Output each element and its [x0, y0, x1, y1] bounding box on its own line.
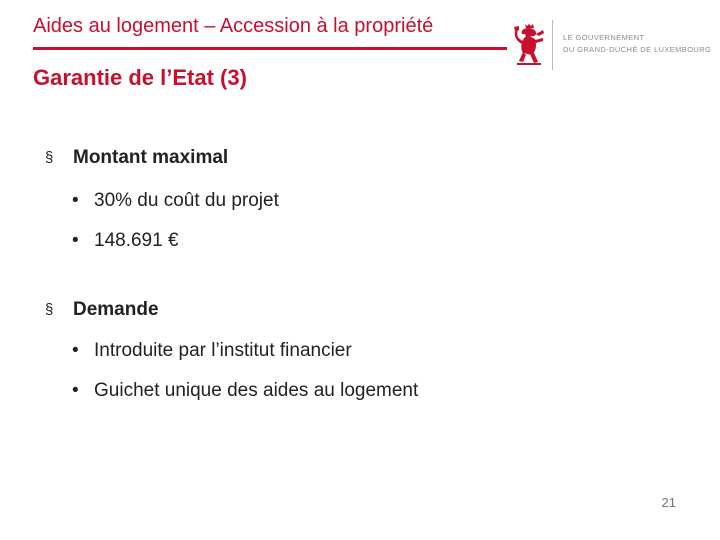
section-heading	[45, 299, 159, 321]
bullet-marker: •	[72, 340, 79, 361]
logo-divider	[552, 20, 553, 70]
bullet-marker: •	[72, 230, 79, 251]
bullet-text: 148.691 €	[94, 230, 179, 251]
bullet-item	[72, 230, 179, 252]
slide-title: Garantie de l’Etat (3)	[33, 65, 247, 90]
header-title: Aides au logement – Accession à la propriété	[33, 15, 434, 37]
header-rule	[33, 47, 507, 50]
bullet-item	[72, 190, 279, 212]
bullet-item	[72, 380, 418, 402]
bullet-marker: •	[72, 380, 79, 401]
section-marker: §	[45, 149, 54, 166]
logo-text-line2: DU GRAND-DUCHÉ DE LUXEMBOURG	[563, 45, 712, 54]
section-heading-text: Montant maximal	[73, 147, 229, 168]
bullet-item	[72, 340, 352, 362]
bullet-marker: •	[72, 190, 79, 211]
bullet-text: Guichet unique des aides au logement	[94, 380, 419, 401]
page-number: 21	[661, 495, 676, 510]
section-heading	[45, 147, 228, 169]
bullet-text: 30% du coût du projet	[94, 190, 279, 211]
red-lion-crest-icon	[510, 24, 548, 68]
government-logo	[510, 18, 712, 74]
bullet-text: Introduite par l’institut financier	[94, 340, 352, 361]
logo-text-line1: LE GOUVERNEMENT	[563, 33, 645, 42]
section-heading-text: Demande	[73, 299, 159, 320]
section-marker: §	[45, 301, 54, 318]
